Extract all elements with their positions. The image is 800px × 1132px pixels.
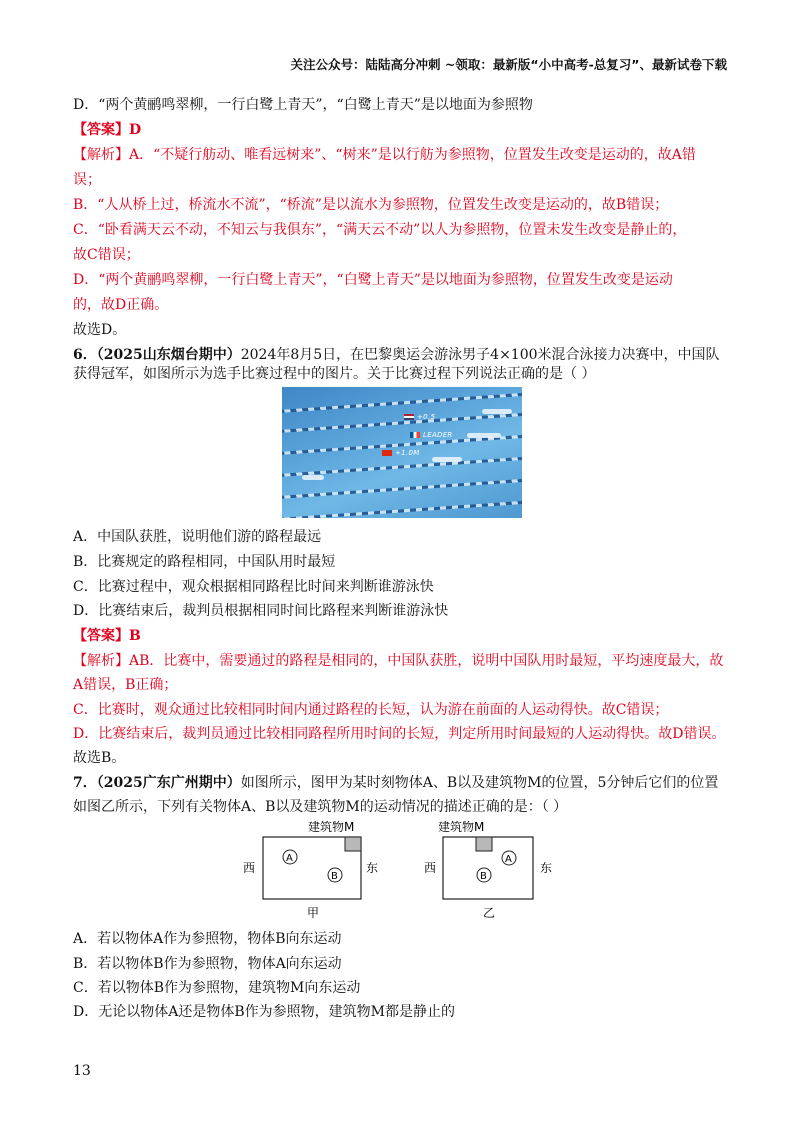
west-label-jia: 西 — [243, 861, 256, 875]
q5-analysis-line: D．“两个黄鹂鸣翠柳，一行白鹭上青天”，“白鹭上青天”是以地面为参照物，位置发生改变是运动 — [73, 272, 673, 288]
q7-number: 7． — [73, 775, 97, 791]
swimmer — [482, 409, 512, 414]
q7-option-c: C．若以物体B作为参照物，建筑物M向东运动 — [73, 980, 361, 996]
object-a-label: A — [286, 853, 293, 864]
q7-figure — [230, 815, 570, 925]
france-flag-icon — [410, 432, 420, 438]
q7-stem-text: 如图所示，图甲为某时刻物体A、B以及建筑物M的位置，5分钟后它们的位置 — [240, 775, 719, 791]
swimming-race-photo — [282, 387, 522, 518]
q6-stem-line2: 获得冠军，如图所示为选手比赛过程中的图片。关于比赛过程下列说法正确的是（ ） — [73, 366, 596, 382]
swimmer — [432, 457, 462, 462]
building-m-jia — [345, 837, 361, 851]
q7-option-d: D．无论以物体A还是物体B作为参照物，建筑物M都是静止的 — [73, 1004, 455, 1020]
q6-analysis-line: C．比赛时，观众通过比较相同时间内通过路程的长短，认为游在前面的人运动得快。故C错误； — [73, 702, 669, 718]
q5-analysis-line: 误； — [73, 172, 101, 188]
split-tag: +1.0M — [382, 449, 420, 457]
q6-analysis-line: 【解析】AB．比赛中，需要通过的路程是相同的，中国队获胜，说明中国队用时最短，平均速度最大，故 — [73, 653, 724, 669]
split-tag: +0.5 — [404, 413, 435, 421]
building-label-yi: 建筑物M — [438, 820, 485, 834]
q7-option-b: B．若以物体B作为参照物，物体A向东运动 — [73, 956, 342, 972]
east-label-jia: 东 — [366, 861, 379, 875]
object-b-label: B — [331, 871, 338, 882]
swimmer — [302, 475, 324, 480]
q5-analysis-line: 故C错误； — [73, 247, 140, 263]
q6-answer: 【答案】B — [73, 628, 141, 644]
west-label-yi: 西 — [424, 861, 437, 875]
caption-jia: 甲 — [307, 906, 320, 920]
q5-conclusion: 故选D。 — [73, 322, 127, 338]
q5-answer: 【答案】D — [73, 122, 142, 138]
q7-source: （2025广东广州期中） — [96, 775, 241, 791]
q6-conclusion: 故选B。 — [73, 750, 126, 766]
q7-option-a: A．若以物体A作为参照物，物体B向东运动 — [73, 931, 342, 947]
q5-option-d: D．“两个黄鹂鸣翠柳，一行白鹭上青天”，“白鹭上青天”是以地面为参照物 — [73, 97, 533, 113]
q6-option-b: B．比赛规定的路程相同，中国队用时最短 — [73, 554, 336, 570]
q5-analysis-line: 【解析】A．“不疑行舫动、唯看远树来”、“树来”是以行舫为参照物，位置发生改变是运动的，故A错 — [73, 147, 696, 163]
q6-option-a: A．中国队获胜，说明他们游的路程最远 — [73, 529, 322, 545]
q6-analysis-line: A错误，B正确； — [73, 677, 178, 693]
swimmer — [467, 433, 501, 438]
china-flag-icon — [382, 450, 392, 456]
q5-analysis-line: B．“人从桥上过，桥流水不流”，“桥流”是以流水为参照物，位置发生改变是运动的，故B错误； — [73, 197, 669, 213]
q5-analysis-line: C．“卧看满天云不动，不知云与我俱东”，“满天云不动”以人为参照物，位置未发生改变是静止的， — [73, 222, 687, 238]
east-label-yi: 东 — [540, 861, 553, 875]
object-b-label: B — [480, 871, 487, 882]
q7-stem — [73, 773, 718, 793]
caption-yi: 乙 — [483, 906, 496, 920]
q6-source: （2025山东烟台期中） — [96, 347, 241, 363]
q6-number: 6． — [73, 347, 97, 363]
q6-stem-text: 2024年8月5日，在巴黎奥运会游泳男子4×100米混合泳接力决赛中，中国队 — [240, 347, 720, 363]
object-a-label: A — [505, 854, 512, 865]
building-label-jia: 建筑物M — [308, 820, 355, 834]
q7-stem-line2: 如图乙所示，下列有关物体A、B以及建筑物M的运动情况的描述正确的是：（ ） — [73, 799, 568, 815]
lane-rope — [282, 497, 522, 518]
page-number: 13 — [73, 1063, 91, 1079]
q6-option-c: C．比赛过程中，观众根据相同路程比时间来判断谁游泳快 — [73, 579, 434, 595]
q6-stem — [73, 345, 720, 365]
usa-flag-icon — [404, 414, 414, 420]
building-m-yi — [476, 837, 492, 851]
leader-tag: LEADER — [410, 431, 453, 439]
q6-option-d: D．比赛结束后，裁判员根据相同时间比路程来判断谁游泳快 — [73, 603, 449, 619]
q6-analysis-line: D．比赛结束后，裁判员通过比较相同路程所用时间的长短，判定所用时间最短的人运动得快。故D错误。 — [73, 726, 726, 742]
q5-analysis-line: 的，故D正确。 — [73, 297, 169, 313]
page-header: 关注公众号：陆陆高分冲刺 ~领取：最新版“小中高考-总复习”、最新试卷下载 — [290, 57, 727, 72]
